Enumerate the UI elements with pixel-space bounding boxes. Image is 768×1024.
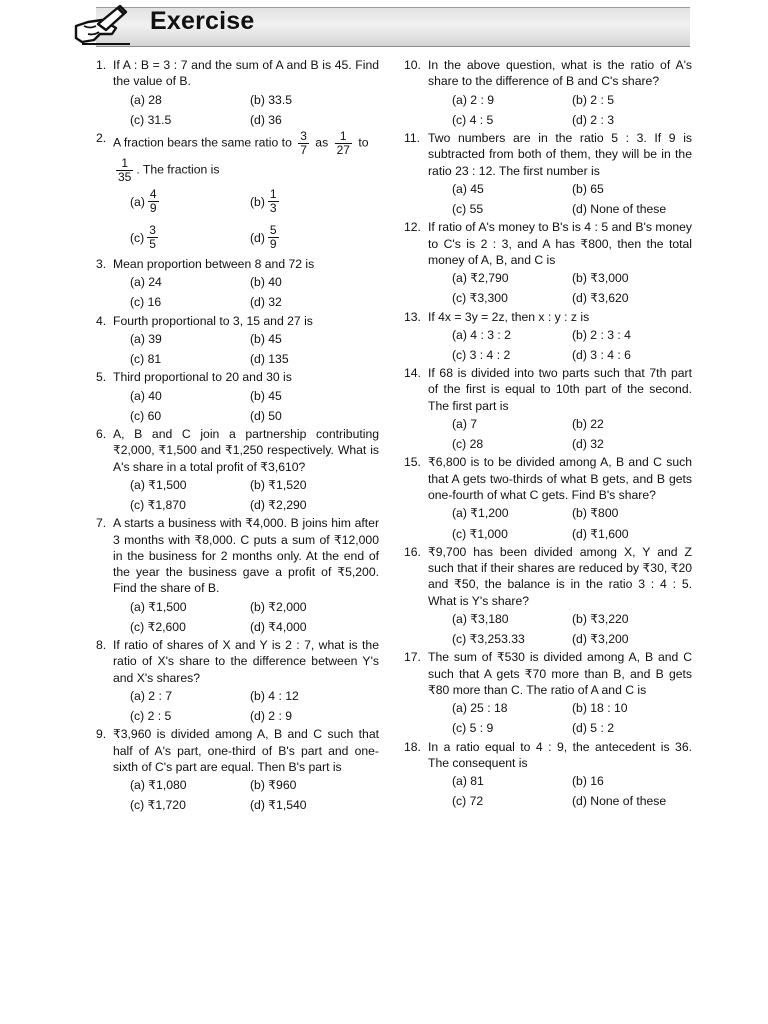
question-number: 5. xyxy=(96,370,107,385)
answer-option xyxy=(130,184,250,220)
answer-options xyxy=(130,90,379,130)
answer-option: (d) 2 : 9 xyxy=(250,709,292,724)
question-item xyxy=(404,365,692,454)
answer-options xyxy=(130,686,379,726)
question-number: 1. xyxy=(96,58,107,72)
answer-option: (c) 55 xyxy=(452,202,484,217)
question-item xyxy=(96,57,379,130)
question-text: In a ratio equal to 4 : 9, the antecedent is 36. The consequent is xyxy=(428,739,692,770)
answer-option: (d) 32 xyxy=(250,295,282,310)
answer-option: (c) ₹3,253.33 xyxy=(452,632,525,647)
question-item xyxy=(404,309,692,366)
question-number: 9. xyxy=(96,727,107,742)
answer-option: (d) ₹3,620 xyxy=(572,291,629,306)
answer-option: (a) 39 xyxy=(130,331,162,346)
answer-option: (b) ₹800 xyxy=(572,506,619,521)
option-label: (a) xyxy=(130,194,145,209)
answer-option: (a) ₹1,080 xyxy=(130,778,187,793)
fraction-denominator: 27 xyxy=(336,142,350,157)
answer-option: (a) 4 : 3 : 2 xyxy=(452,327,511,342)
answer-option: (d) ₹1,540 xyxy=(250,798,307,813)
fraction-numerator: 5 xyxy=(269,223,277,238)
answer-option: (c) 81 xyxy=(130,352,162,367)
answer-option: (d) None of these xyxy=(572,794,667,809)
answer-option: (d) ₹4,000 xyxy=(250,619,307,634)
answer-option xyxy=(250,220,379,256)
fraction-numerator: 1 xyxy=(335,130,352,144)
answer-option: (c) 31.5 xyxy=(130,112,172,127)
answer-option: (b) ₹1,520 xyxy=(250,477,307,492)
writing-hand-icon xyxy=(72,4,132,48)
fraction-denominator: 5 xyxy=(149,237,156,252)
question-item xyxy=(96,130,379,256)
question-text: If 68 is divided into two parts such that 7th part of the first is equal to 10th part of the second. The first part is xyxy=(428,366,692,413)
answer-option: (a) ₹3,180 xyxy=(452,611,509,626)
answer-option: (d) 2 : 3 xyxy=(572,112,614,127)
answer-option: (b) 33.5 xyxy=(250,92,293,107)
question-number: 15. xyxy=(404,455,421,470)
answer-option: (a) ₹1,500 xyxy=(130,477,187,492)
question-number: 12. xyxy=(404,220,421,235)
answer-option: (b) 40 xyxy=(250,275,282,290)
question-text: A starts a business with ₹4,000. B joins him after 3 months with ₹8,000. C puts a sum of ₹12,000 in the business for 2 months only. At the end of the year the business gave a profit of ₹5,200. Find the share of B. xyxy=(113,516,379,596)
fraction xyxy=(335,130,352,157)
answer-option: (a) 2 : 7 xyxy=(130,689,172,703)
answer-option: (b) 2 : 3 : 4 xyxy=(572,327,631,342)
answer-options xyxy=(130,272,379,312)
answer-option: (c) 60 xyxy=(130,408,162,423)
fraction-numerator: 4 xyxy=(149,187,157,202)
answer-option xyxy=(130,220,250,256)
question-text: ₹9,700 has been divided among X, Y and Z such that if their shares are reduced by ₹30, ₹20 and ₹50, the balance is in the ratio 3 : 4 : 5. What is Y's share? xyxy=(428,544,692,608)
question-number: 7. xyxy=(96,516,107,531)
question-number: 14. xyxy=(404,366,421,381)
answer-option: (d) ₹1,600 xyxy=(572,526,629,541)
question-text: If ratio of A's money to B's is 4 : 5 and B's money to C's is 2 : 3, and A has ₹800, then the total money of A, B, and C is xyxy=(428,220,692,267)
fraction xyxy=(268,188,279,215)
answer-option: (a) ₹2,790 xyxy=(452,271,509,286)
question-item xyxy=(404,219,692,308)
question-text: If A : B = 3 : 7 and the sum of A and B is 45. Find the value of B. xyxy=(113,58,379,89)
fraction-numerator: 1 xyxy=(116,157,133,171)
answer-options xyxy=(130,597,379,637)
answer-options xyxy=(452,771,692,811)
question-item xyxy=(404,649,692,738)
answer-option: (d) 135 xyxy=(250,352,289,367)
answer-option: (b) ₹3,000 xyxy=(572,271,629,286)
question-number: 6. xyxy=(96,426,107,441)
answer-option: (b) 4 : 12 xyxy=(250,689,299,703)
question-number: 13. xyxy=(404,309,421,324)
fraction xyxy=(116,157,133,184)
answer-option: (a) 40 xyxy=(130,388,162,403)
answer-option: (d) ₹2,290 xyxy=(250,498,307,513)
answer-option: (c) 16 xyxy=(130,295,162,310)
question-item xyxy=(96,637,379,726)
answer-option: (b) 2 : 5 xyxy=(572,92,614,107)
answer-options xyxy=(452,179,692,219)
question-item xyxy=(404,57,692,130)
question-item xyxy=(404,130,692,219)
answer-option: (c) ₹3,300 xyxy=(452,291,508,306)
fraction-numerator: 1 xyxy=(269,187,277,202)
page-title: Exercise xyxy=(150,7,255,35)
question-item xyxy=(96,369,379,426)
question-item xyxy=(96,426,379,515)
answer-option: (b) ₹3,220 xyxy=(572,611,629,626)
question-item xyxy=(404,454,692,543)
answer-option: (d) ₹3,200 xyxy=(572,632,629,647)
answer-option: (c) 28 xyxy=(452,437,484,452)
question-text: Third proportional to 20 and 30 is xyxy=(113,370,292,385)
option-label: (d) xyxy=(250,230,265,245)
question-text: Mean proportion between 8 and 72 is xyxy=(113,256,315,271)
answer-option: (a) ₹1,500 xyxy=(130,599,187,614)
question-number: 18. xyxy=(404,739,421,754)
answer-option: (d) 32 xyxy=(572,437,604,452)
fraction xyxy=(147,224,158,251)
fraction-denominator: 35 xyxy=(118,169,132,184)
answer-options xyxy=(452,503,692,543)
answer-option: (b) 18 : 10 xyxy=(572,701,628,716)
fraction xyxy=(298,130,309,157)
answer-option: (c) 2 : 5 xyxy=(130,709,172,724)
answer-option: (b) 45 xyxy=(250,388,282,403)
question-item xyxy=(96,515,379,637)
question-text: A fraction bears the same ratio to $\frac{3}{7}$ as $\frac{1}{27}$ to $\frac{1}{35}$ . The fraction is xyxy=(113,128,369,184)
answer-option: (b) ₹960 xyxy=(250,778,297,793)
answer-option: (c) 5 : 9 xyxy=(452,721,494,736)
answer-option: (a) 2 : 9 xyxy=(452,92,494,107)
answer-option: (c) 3 : 4 : 2 xyxy=(452,347,511,362)
question-item xyxy=(96,256,379,313)
question-number: 3. xyxy=(96,256,107,271)
answer-options xyxy=(130,329,379,369)
fraction-denominator: 7 xyxy=(300,142,307,157)
answer-options xyxy=(452,698,692,738)
answer-option: (a) 7 xyxy=(452,417,478,432)
answer-option: (a) 28 xyxy=(130,92,162,107)
answer-option: (d) 3 : 4 : 6 xyxy=(572,347,631,362)
answer-option: (b) 45 xyxy=(250,331,282,346)
answer-options xyxy=(130,775,379,815)
answer-option: (a) 81 xyxy=(452,774,484,789)
question-number: 16. xyxy=(404,544,421,559)
answer-option: (d) 36 xyxy=(250,112,282,127)
answer-options xyxy=(452,268,692,308)
question-item xyxy=(404,544,692,650)
right-column xyxy=(404,57,692,812)
answer-option: (c) 72 xyxy=(452,794,484,809)
answer-option: (b) ₹2,000 xyxy=(250,599,307,614)
question-item xyxy=(96,726,379,815)
answer-option: (b) 16 xyxy=(572,774,604,789)
fraction-numerator: 3 xyxy=(149,223,156,238)
answer-option: (c) ₹1,870 xyxy=(130,498,186,513)
answer-options xyxy=(452,414,692,454)
answer-option: (a) 25 : 18 xyxy=(452,701,508,716)
question-text: If 4x = 3y = 2z, then x : y : z is xyxy=(428,309,590,324)
answer-options xyxy=(130,475,379,515)
answer-options xyxy=(452,325,692,365)
answer-option: (d) 50 xyxy=(250,408,282,423)
question-number: 4. xyxy=(96,313,107,328)
fraction-denominator: 9 xyxy=(149,201,157,216)
option-label: (b) xyxy=(250,194,265,209)
fraction-denominator: 9 xyxy=(269,237,277,252)
question-item xyxy=(404,739,692,812)
answer-option: (a) ₹1,200 xyxy=(452,506,509,521)
question-number: 10. xyxy=(404,58,421,72)
answer-options xyxy=(452,609,692,649)
question-text: ₹3,960 is divided among A, B and C such that half of A's part, one-third of B's part and one-sixth of C's part are equal. Then B's part is xyxy=(113,727,379,774)
fraction-numerator: 3 xyxy=(300,128,307,143)
answer-option: (d) None of these xyxy=(572,202,667,217)
question-text: If ratio of shares of X and Y is 2 : 7, what is the ratio of X's share to the difference between Y's and X's shares? xyxy=(113,638,379,685)
answer-option xyxy=(250,184,379,220)
fraction xyxy=(148,188,159,215)
left-column xyxy=(96,57,379,816)
answer-options xyxy=(130,386,379,426)
question-text: ₹6,800 is to be divided among A, B and C such that A gets two-thirds of what B gets, and B gets one-fourth of what C gets. Find B's share? xyxy=(428,455,692,503)
fraction xyxy=(268,224,279,251)
answer-option: (d) 5 : 2 xyxy=(572,721,614,736)
answer-option: (a) 45 xyxy=(452,181,484,196)
fraction-denominator: 3 xyxy=(269,201,277,216)
answer-option: (a) 24 xyxy=(130,275,162,290)
question-text: Fourth proportional to 3, 15 and 27 is xyxy=(113,313,313,328)
answer-options xyxy=(130,184,379,256)
option-label: (c) xyxy=(130,230,145,245)
answer-option: (c) 4 : 5 xyxy=(452,112,494,127)
question-text: Two numbers are in the ratio 5 : 3. If 9 is subtracted from both of them, they will be in the ratio 23 : 12. The first number is xyxy=(428,130,692,178)
question-text: In the above question, what is the ratio of A's share to the difference of B and C's share? xyxy=(428,58,692,89)
answer-option: (b) 65 xyxy=(572,181,604,196)
question-number: 17. xyxy=(404,650,421,665)
question-item xyxy=(96,313,379,370)
answer-option: (c) ₹1,720 xyxy=(130,798,186,813)
answer-options xyxy=(452,90,692,130)
answer-option: (c) ₹1,000 xyxy=(452,526,508,541)
answer-option: (c) ₹2,600 xyxy=(130,619,186,634)
answer-option: (b) 22 xyxy=(572,417,604,432)
question-text: A, B and C join a partnership contributing ₹2,000, ₹1,500 and ₹1,250 respectively. What is A's share in a total profit of ₹3,610? xyxy=(113,426,379,474)
question-number: 8. xyxy=(96,638,107,653)
question-number: 2. xyxy=(96,130,107,145)
question-number: 11. xyxy=(404,130,421,145)
question-text: The sum of ₹530 is divided among A, B and C such that A gets ₹70 more than B, and B gets ₹80 more than C. The ratio of A and C is xyxy=(428,650,692,697)
